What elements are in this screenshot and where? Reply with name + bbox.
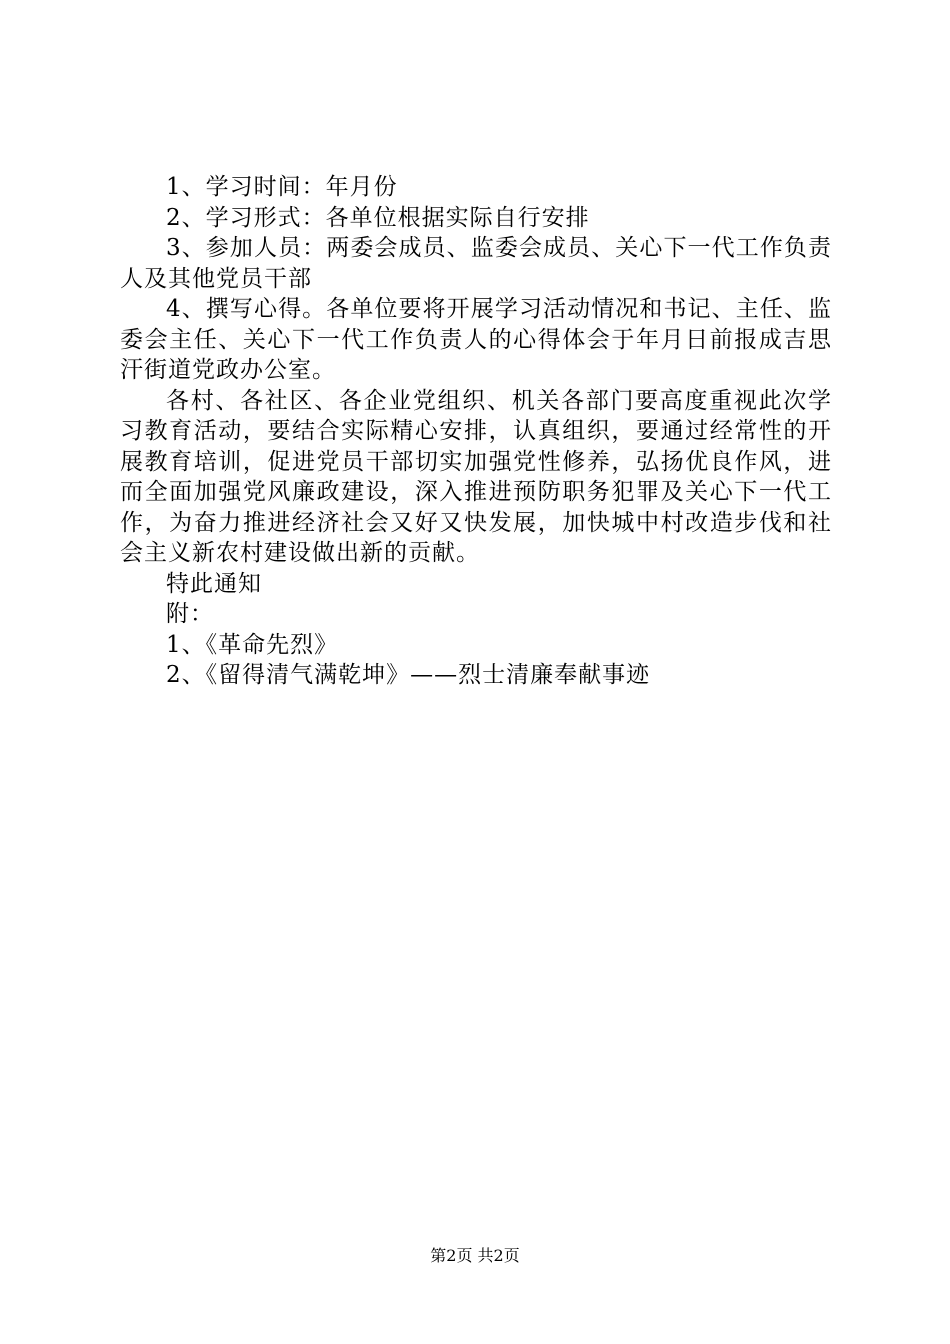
notice-closing: 特此通知 <box>166 570 262 597</box>
body-requirements: 各村、各社区、各企业党组织、机关各部门要高度重视此次学习教育活动，要结合实际精心安排，认真组织，要通过经常性的开展教育培训，促进党员干部切实加强党性修养，弘扬优良作风，进而全面加强党风廉政建设，深入推进预防职务犯罪及关心下一代工作，为奋力推进经济社会又好又快发展，加快城中村改造步伐和社会主义新农村建设做出新的贡献。 <box>120 387 832 566</box>
item-study-time: 1、学习时间：年月份 <box>166 174 398 200</box>
item-participants: 3、参加人员：两委会成员、监委会成员、关心下一代工作负责人及其他党员干部 <box>120 235 832 292</box>
item-write-reflections: 4、撰写心得。各单位要将开展学习活动情况和书记、主任、监委会主任、关心下一代工作负责人的心得体会于年月日前报成吉思汗街道党政办公室。 <box>120 296 832 383</box>
item-study-form: 2、学习形式：各单位根据实际自行安排 <box>166 204 590 231</box>
document-body <box>120 172 832 691</box>
attachment-item-2: 2、《留得清气满乾坤》——烈士清廉奉献事迹 <box>166 662 651 688</box>
attachments-heading: 附： <box>166 601 214 627</box>
attachment-item-1: 1、《革命先烈》 <box>166 631 339 658</box>
page-number-footer: 第2页 共2页 <box>430 1246 520 1265</box>
